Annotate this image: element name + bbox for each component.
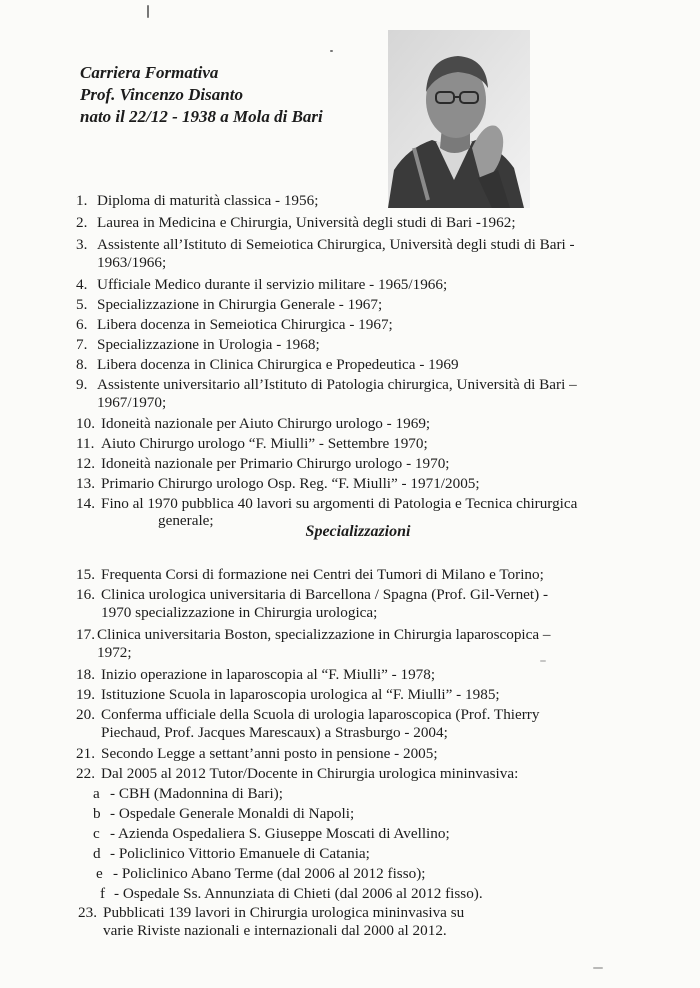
item-text: Libera docenza in Semeiotica Chirurgica - 1967;	[97, 316, 393, 333]
list-item	[76, 415, 430, 433]
list-item	[76, 236, 575, 254]
item-number: 10.	[76, 415, 95, 432]
sub-item	[93, 825, 450, 843]
item-number: 12.	[76, 455, 95, 472]
item-continuation: 1967/1970;	[97, 394, 167, 411]
list-item	[76, 435, 428, 453]
item-continuation: 1970 specializzazione in Chirurgia urologica;	[101, 604, 378, 621]
sub-item	[93, 805, 354, 823]
item-number: 7.	[76, 336, 88, 353]
item-text: Secondo Legge a settant’anni posto in pensione - 2005;	[101, 745, 438, 762]
item-text: Assistente all’Istituto di Semeiotica Chirurgica, Università degli studi di Bari -	[97, 236, 575, 253]
list-item	[76, 376, 577, 394]
item-text: Idoneità nazionale per Primario Chirurgo urologo - 1970;	[101, 455, 450, 472]
scan-mark	[147, 5, 149, 18]
item-number: 3.	[76, 236, 88, 253]
item-number: 8.	[76, 356, 88, 373]
sub-item	[93, 785, 283, 803]
item-number: 18.	[76, 666, 95, 683]
item-text: Specializzazione in Urologia - 1968;	[97, 336, 320, 353]
item-continuation: 1963/1966;	[97, 254, 167, 271]
item-text: Laurea in Medicina e Chirurgia, Università degli studi di Bari -1962;	[97, 214, 516, 231]
item-number: 21.	[76, 745, 95, 762]
sub-item-text: - Policlinico Vittorio Emanuele di Catania;	[110, 845, 370, 862]
list-item	[76, 706, 539, 724]
birth-info: nato il 22/12 - 1938 a Mola di Bari	[80, 107, 323, 126]
sub-item-text: - CBH (Madonnina di Bari);	[110, 785, 283, 802]
sub-item	[93, 845, 370, 863]
list-item	[78, 904, 464, 922]
item-number: 9.	[76, 376, 88, 393]
list-item	[76, 336, 320, 354]
sub-item-letter: e	[96, 865, 103, 882]
list-item	[76, 495, 577, 513]
document-header	[80, 62, 323, 128]
item-number: 2.	[76, 214, 88, 231]
person-name: Prof. Vincenzo Disanto	[80, 85, 243, 104]
item-continuation: 1972;	[97, 644, 132, 661]
sub-item-letter: f	[100, 885, 106, 902]
list-item	[76, 276, 447, 294]
item-text: Conferma ufficiale della Scuola di urologia laparoscopica (Prof. Thierry	[101, 706, 540, 723]
list-item	[76, 765, 518, 783]
list-item	[76, 455, 450, 473]
portrait-photo	[388, 30, 530, 208]
item-number: 16.	[76, 586, 95, 603]
scan-mark	[540, 660, 546, 662]
item-text: Frequenta Corsi di formazione nei Centri dei Tumori di Milano e Torino;	[101, 566, 544, 583]
sub-item-letter: a	[93, 785, 100, 802]
item-number: 4.	[76, 276, 88, 293]
item-number: 13.	[76, 475, 95, 492]
item-text: Libera docenza in Clinica Chirurgica e Propedeutica - 1969	[97, 356, 459, 373]
scan-mark	[593, 967, 603, 969]
sub-item	[96, 865, 425, 883]
item-number: 1.	[76, 192, 88, 209]
sub-item-letter: d	[93, 845, 101, 862]
list-item	[76, 566, 544, 584]
list-item	[76, 475, 480, 493]
item-text: Specializzazione in Chirurgia Generale - 1967;	[97, 296, 383, 313]
item-number: 11.	[76, 435, 95, 452]
section-title: Specializzazioni	[305, 523, 411, 540]
item-number: 5.	[76, 296, 88, 313]
item-text: Inizio operazione in laparoscopia al “F. Miulli” - 1978;	[101, 666, 436, 683]
list-item	[76, 686, 500, 704]
list-item	[76, 356, 459, 374]
item-number: 17.	[76, 626, 95, 643]
list-item	[76, 745, 438, 763]
list-item	[76, 296, 382, 314]
sub-item-text: - Policlinico Abano Terme (dal 2006 al 2012 fisso);	[113, 865, 426, 882]
sub-item-text: - Ospedale Generale Monaldi di Napoli;	[110, 805, 355, 822]
sub-item-letter: c	[93, 825, 100, 842]
list-item	[76, 214, 516, 232]
item-text: Idoneità nazionale per Aiuto Chirurgo urologo - 1969;	[101, 415, 431, 432]
scan-mark	[330, 50, 333, 52]
item-text: Clinica universitaria Boston, specializzazione in Chirurgia laparoscopica –	[97, 626, 551, 643]
item-text: Pubblicati 139 lavori in Chirurgia urologica mininvasiva su	[103, 904, 465, 921]
item-number: 20.	[76, 706, 95, 723]
item-text: Diploma di maturità classica - 1956;	[97, 192, 319, 209]
sub-item-text: - Azienda Ospedaliera S. Giuseppe Moscati di Avellino;	[110, 825, 450, 842]
item-text: Primario Chirurgo urologo Osp. Reg. “F. Miulli” - 1971/2005;	[101, 475, 480, 492]
list-item	[76, 666, 435, 684]
list-item	[76, 316, 393, 334]
list-item	[76, 192, 318, 210]
item-text: Ufficiale Medico durante il servizio militare - 1965/1966;	[97, 276, 448, 293]
item-text: Istituzione Scuola in laparoscopia urologica al “F. Miulli” - 1985;	[101, 686, 500, 703]
list-item	[76, 586, 548, 604]
item-text: Aiuto Chirurgo urologo “F. Miulli” - Settembre 1970;	[101, 435, 428, 452]
sub-item	[100, 885, 483, 903]
item-text: Fino al 1970 pubblica 40 lavori su argomenti di Patologia e Tecnica chirurgica	[101, 495, 578, 512]
document-title: Carriera Formativa	[80, 63, 219, 82]
item-number: 15.	[76, 566, 95, 583]
item-text: Assistente universitario all’Istituto di Patologia chirurgica, Università di Bari –	[97, 376, 577, 393]
item-number: 14.	[76, 495, 95, 512]
sub-item-text: - Ospedale Ss. Annunziata di Chieti (dal 2006 al 2012 fisso).	[114, 885, 483, 902]
item-continuation: varie Riviste nazionali e internazionali dal 2000 al 2012.	[103, 922, 447, 939]
item-text: Clinica urologica universitaria di Barcellona / Spagna (Prof. Gil-Vernet) -	[101, 586, 549, 603]
item-text: Dal 2005 al 2012 Tutor/Docente in Chirurgia urologica mininvasiva:	[101, 765, 519, 782]
item-continuation: generale;	[158, 512, 214, 529]
item-number: 6.	[76, 316, 88, 333]
list-item	[76, 626, 551, 644]
item-number: 19.	[76, 686, 95, 703]
item-number: 23.	[78, 904, 97, 921]
item-number: 22.	[76, 765, 95, 782]
item-continuation: Piechaud, Prof. Jacques Marescaux) a Strasburgo - 2004;	[101, 724, 448, 741]
sub-item-letter: b	[93, 805, 101, 822]
